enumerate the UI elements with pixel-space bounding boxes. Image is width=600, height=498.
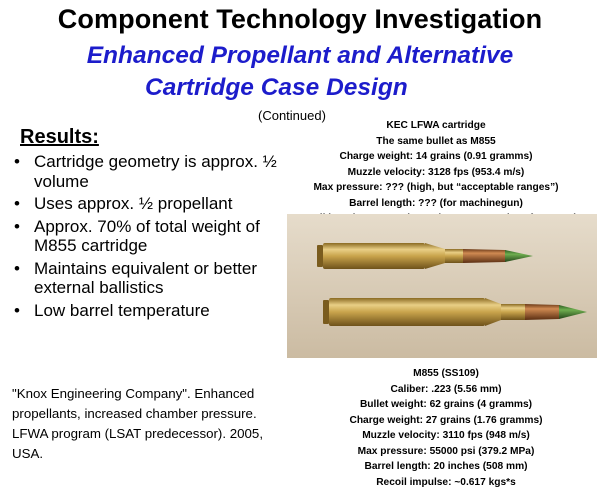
list-item-text: Cartridge geometry is approx. ½ volume (34, 152, 277, 191)
kec-spec-line: Barrel length: ??? (for machinegun) (349, 197, 523, 209)
m855-spec-line: Charge weight: 27 grains (1.76 gramms) (349, 414, 543, 426)
m855-spec-line: Muzzle velocity: 3110 fps (948 m/s) (362, 430, 530, 441)
m855-spec-line: Barrel length: 20 inches (508 mm) (364, 461, 528, 472)
kec-spec-line: KEC LFWA cartridge (386, 120, 486, 131)
list-item (10, 194, 278, 214)
bullet-dot-icon: • (14, 258, 20, 278)
bullet-dot-icon: • (14, 152, 20, 171)
kec-spec-line: Charge weight: 14 grains (0.91 gramms) (339, 151, 533, 162)
m855-spec-line: Max pressure: 55000 psi (379.2 MPa) (357, 445, 535, 457)
m855-specs (292, 366, 600, 490)
list-item (10, 152, 278, 191)
subtitle-line-2: Cartridge Case Design (145, 74, 408, 101)
results-heading: Results: (20, 126, 99, 148)
bullet-dot-icon: • (14, 300, 20, 320)
kec-spec-line: Max pressure: ??? (high, but “acceptable ranges”) (313, 182, 559, 193)
continued-label: (Continued) (258, 108, 326, 123)
list-item (10, 217, 278, 256)
kec-specs (272, 118, 600, 227)
list-item-text: Approx. 70% of total weight of M855 cartridge (34, 216, 260, 255)
bullet-dot-icon: • (14, 216, 20, 236)
page-title: Component Technology Investigation (57, 4, 543, 34)
kec-spec-line: Muzzle velocity: 3128 fps (953.4 m/s) (347, 166, 525, 178)
cartridge-photo (287, 214, 597, 358)
list-item-text: Low barrel temperature (34, 300, 210, 320)
knox-note: "Knox Engineering Company". Enhanced propellants, increased chamber pressure. LFWA program (LSAT predecessor). 2005, USA. (12, 386, 264, 461)
m855-spec-line: M855 (SS109) (413, 368, 479, 379)
results-list (10, 152, 278, 323)
kec-spec-line: The same bullet as M855 (376, 135, 496, 147)
list-item-text: Uses approx. ½ propellant (34, 194, 233, 213)
bullet-dot-icon: • (14, 194, 20, 213)
m855-spec-line: Caliber: .223 (5.56 mm) (390, 383, 502, 395)
m855-spec-line: Bullet weight: 62 grains (4 gramms) (359, 399, 533, 410)
list-item (10, 259, 278, 298)
subtitle-line-1: Enhanced Propellant and Alternative (86, 42, 514, 69)
list-item-text: Maintains equivalent or better external ballistics (34, 258, 258, 297)
m855-spec-line: Recoil impulse: ~0.617 kgs*s (376, 476, 516, 488)
list-item (10, 301, 278, 321)
